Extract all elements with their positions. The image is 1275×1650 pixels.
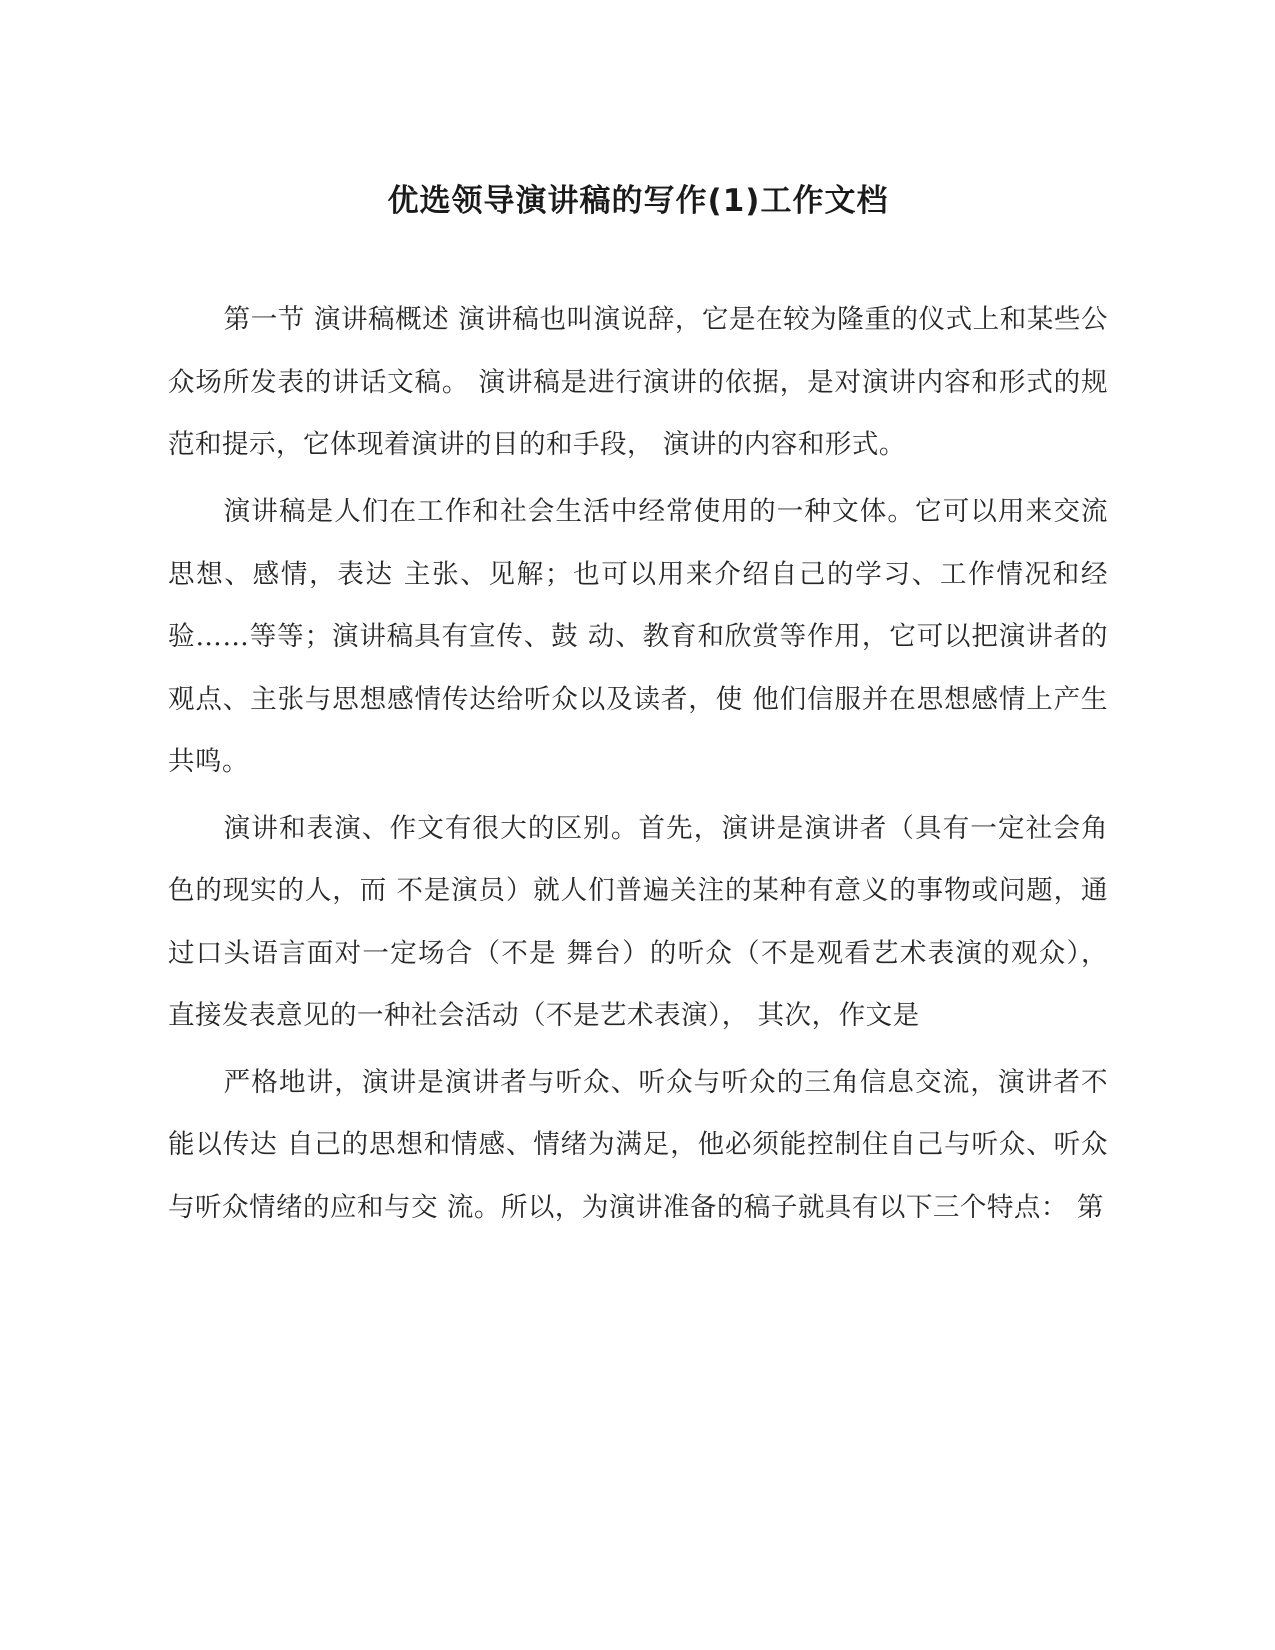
paragraph-4: 严格地讲，演讲是演讲者与听众、听众与听众的三角信息交流，演讲者不能以传达 自己的思想和情感、情绪为满足，他必须能控制住自己与听众、听众与听众情绪的应和与交 流。所以，为演讲准备的稿子就具有以下三个特点： 第 — [168, 1066, 1108, 1223]
paragraph-1: 第一节 演讲稿概述 演讲稿也叫演说辞，它是在较为隆重的仪式上和某些公众场所发表的讲话文稿。 演讲稿是进行演讲的依据，是对演讲内容和形式的规范和提示，它体现着演讲的目的和手段， 演讲的内容和形式。 — [168, 304, 1108, 461]
paragraph-2: 演讲稿是人们在工作和社会生活中经常使用的一种文体。它可以用来交流思想、感情，表达 主张、见解；也可以用来介绍自己的学习、工作情况和经验……等等；演讲稿具有宣传、鼓 动、教育和欣赏等作用，它可以把演讲者的观点、主张与思想感情传达给听众以及读者，使 他们信服并在思想感情上产生共鸣。 — [168, 495, 1108, 778]
paragraph-3: 演讲和表演、作文有很大的区别。首先，演讲是演讲者（具有一定社会角色的现实的人，而 不是演员）就人们普遍关注的某种有意义的事物或问题，通过口头语言面对一定场合（不是 舞台）的听众（不是观看艺术表演的观众），直接发表意见的一种社会活动（不是艺术表演）， 其次，作文是 — [168, 812, 1108, 1032]
document-body — [168, 180, 1108, 1243]
page-title: 优选领导演讲稿的写作(1)工作文档 — [387, 183, 889, 219]
